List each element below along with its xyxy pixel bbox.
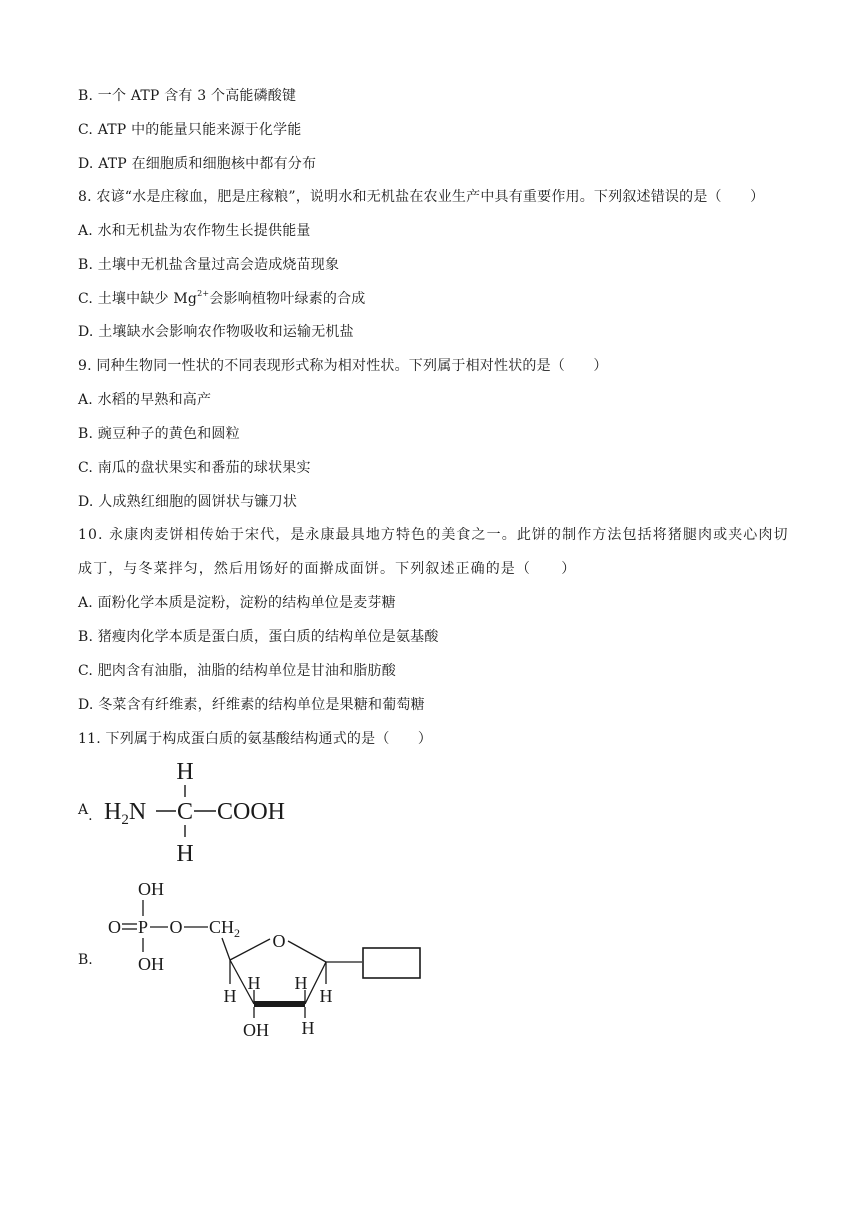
q9-option-c: C. 南瓜的盘状果实和番茄的球状果实 bbox=[78, 460, 311, 476]
q8-option-d: D. 土壤缺水会影响农作物吸收和运输无机盐 bbox=[78, 324, 354, 340]
q10-stem-line2: 成丁，与冬菜拌匀，然后用饧好的面擀成面饼。下列叙述正确的是（ ） bbox=[78, 561, 577, 577]
ch2-group bbox=[209, 917, 240, 940]
formula-a-cooh: COOH bbox=[217, 799, 286, 825]
q9-option-d: D. 人成熟红细胞的圆饼状与镰刀状 bbox=[78, 494, 298, 510]
q10-option-a: A. 面粉化学本质是淀粉，淀粉的结构单位是麦芽糖 bbox=[78, 595, 396, 611]
q7-option-d: D. ATP 在细胞质和细胞核中都有分布 bbox=[78, 156, 317, 172]
q8-option-c-pre: C. 土壤中缺少 Mg bbox=[78, 291, 198, 307]
q7-option-b: B. 一个 ATP 含有 3 个高能磷酸键 bbox=[78, 88, 297, 104]
q11-option-a-label bbox=[78, 800, 93, 824]
formula-a-h2n bbox=[104, 799, 146, 828]
h2n-h: H bbox=[104, 799, 122, 825]
ch2-ch: CH bbox=[209, 917, 235, 937]
q11-option-b-label: B. bbox=[78, 952, 93, 968]
q9-option-b: B. 豌豆种子的黄色和圆粒 bbox=[78, 426, 240, 442]
ring-oxygen: O bbox=[272, 931, 286, 951]
h-c3: H bbox=[247, 973, 261, 993]
oh-c3: OH bbox=[243, 1020, 269, 1040]
q10-option-c: C. 肥肉含有油脂，油脂的结构单位是甘油和脂肪酸 bbox=[78, 663, 396, 679]
h-c4: H bbox=[223, 986, 237, 1006]
ch2-subscript: 2 bbox=[234, 926, 241, 940]
formula-b-diagram bbox=[108, 876, 438, 1046]
q10-option-b: B. 猪瘦肉化学本质是蛋白质，蛋白质的结构单位是氨基酸 bbox=[78, 629, 439, 645]
phosphate-o-bridge: O bbox=[169, 917, 183, 937]
ring-o-c1 bbox=[288, 941, 326, 962]
formula-a-c: C bbox=[176, 799, 194, 825]
q10-option-d: D. 冬菜含有纤维素，纤维素的结构单位是果糖和葡萄糖 bbox=[78, 697, 425, 713]
bond-ch2-c4 bbox=[222, 938, 230, 960]
q8-option-a: A. 水和无机盐为农作物生长提供能量 bbox=[78, 223, 311, 239]
h-c1: H bbox=[319, 986, 333, 1006]
q11-stem: 11. 下列属于构成蛋白质的氨基酸结构通式的是（ ） bbox=[78, 731, 433, 747]
h2n-subscript: 2 bbox=[121, 812, 129, 828]
q10-stem-line1: 10. 永康肉麦饼相传始于宋代，是永康最具地方特色的美食之一。此饼的制作方法包括将猪腿肉或夹心肉切 bbox=[78, 527, 789, 543]
mg-charge: 2+ bbox=[197, 289, 210, 298]
phosphate-oh-top: OH bbox=[138, 879, 164, 899]
formula-a-diagram bbox=[100, 755, 320, 870]
q8-option-c-post: 会影响植物叶绿素的合成 bbox=[209, 291, 366, 307]
q7-option-c: C. ATP 中的能量只能来源于化学能 bbox=[78, 122, 302, 138]
base-box bbox=[363, 948, 420, 978]
q8-stem: 8. 农谚“水是庄稼血，肥是庄稼粮”，说明水和无机盐在农业生产中具有重要作用。下列叙述错误的是（ ） bbox=[78, 189, 765, 205]
h2n-n: N bbox=[128, 799, 147, 825]
formula-a-h-bottom: H bbox=[176, 841, 194, 867]
h-c2: H bbox=[294, 973, 308, 993]
q8-option-b: B. 土壤中无机盐含量过高会造成烧苗现象 bbox=[78, 257, 340, 273]
h-c2-down: H bbox=[301, 1018, 315, 1038]
q9-stem: 9. 同种生物同一性状的不同表现形式称为相对性状。下列属于相对性状的是（ ） bbox=[78, 358, 608, 374]
q8-option-c bbox=[78, 289, 365, 309]
option-a-dot: . bbox=[88, 808, 93, 824]
ring-c4-o bbox=[230, 939, 270, 960]
phosphate-oh-bottom: OH bbox=[138, 954, 164, 974]
q9-option-a: A. 水稻的早熟和高产 bbox=[78, 392, 212, 408]
formula-a-h-top: H bbox=[176, 759, 194, 785]
phosphate-p: P bbox=[137, 917, 149, 937]
phosphate-o-double: O bbox=[108, 917, 121, 937]
option-a-letter: A bbox=[78, 802, 89, 818]
